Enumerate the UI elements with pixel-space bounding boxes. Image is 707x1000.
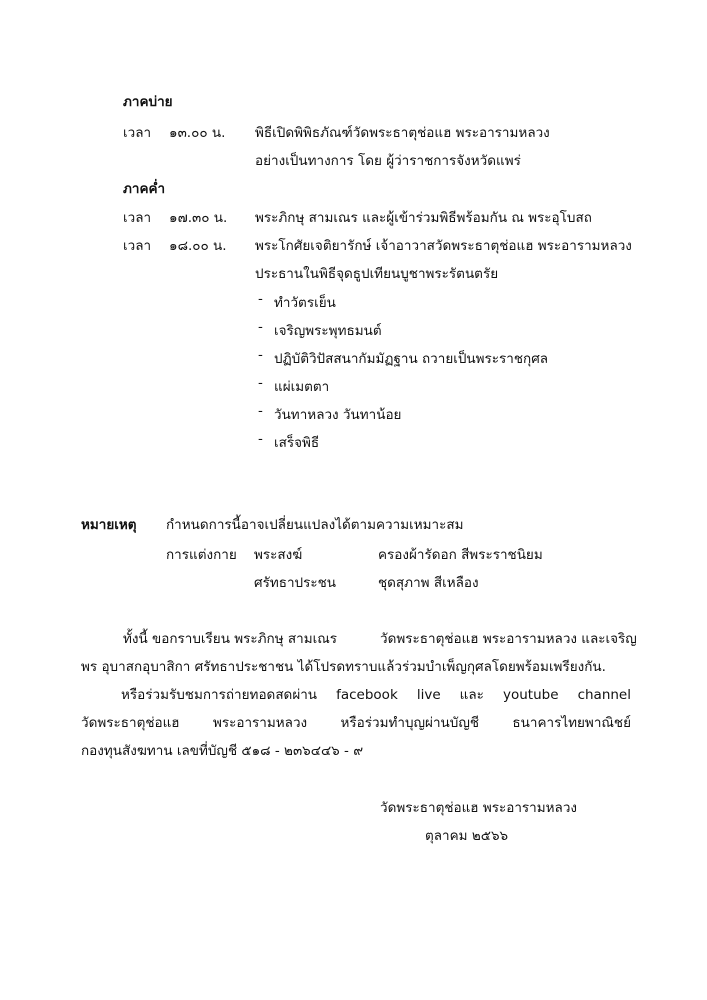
invite-line: วัดพระธาตุช่อแฮ พระอารามหลวง และเจริญ [380,631,637,647]
list-item: เจริญพระพุทธมนต์ [274,323,382,339]
invite-line: หรือร่วมรับชมการถ่ายทอดสดผ่าน facebook live และ youtube channel [121,687,631,703]
bullet-mark: - [258,347,263,363]
bullet-mark: - [258,319,263,335]
account-line: กองทุนสังฆทาน เลขที่บัญชี ๕๑๘ - ๒๓๖๔๔๖ - ๙ [81,743,364,759]
bullet-mark: - [258,291,263,307]
event-time: ๑๗.๓๐ น. [169,210,228,226]
event-label: เวลา [123,238,152,254]
invite-line: ทั้งนี้ ขอกราบเรียน พระภิกษุ สามเณร [123,631,337,647]
event-time: ๑๘.๐๐ น. [169,238,227,254]
event-label: เวลา [123,210,152,226]
event-desc-line: พิธีเปิดพิพิธภัณฑ์วัดพระธาตุช่อแฮ พระอารามหลวง [255,125,550,141]
event-desc-line: พระโกศัยเจติยารักษ์ เจ้าอาวาสวัดพระธาตุช่อแฮ พระอารามหลวง [255,238,632,254]
signature-org: วัดพระธาตุช่อแฮ พระอารามหลวง [380,800,578,816]
event-label: เวลา [123,125,152,141]
bullet-mark: - [258,375,263,391]
invite-line: วัดพระธาตุช่อแฮ พระอารามหลวง หรือร่วมทำบุญผ่านบัญชี ธนาคารไทยพาณิชย์ [81,715,631,731]
list-item: แผ่เมตตา [274,379,330,395]
dress-label: การแต่งกาย [166,547,237,563]
note-text: กำหนดการนี้อาจเปลี่ยนแปลงได้ตามความเหมาะสม [166,517,464,533]
evening-heading: ภาคค่ำ [123,181,166,197]
event-time: ๑๓.๐๐ น. [169,125,226,141]
dress-who: ศรัทธาประชน [254,575,337,591]
list-item: ทำวัตรเย็น [274,295,336,311]
event-desc-line: อย่างเป็นทางการ โดย ผู้ว่าราชการจังหวัดแพร่ [255,153,521,169]
event-desc-line: ประธานในพิธีจุดธูปเทียนบูชาพระรัตนตรัย [255,266,499,282]
bullet-mark: - [258,431,263,447]
bullet-mark: - [258,403,263,419]
afternoon-heading: ภาคบ่าย [123,94,173,110]
list-item: วันทาหลวง วันทาน้อย [274,407,402,423]
list-item: ปฏิบัติวิปัสสนากัมมัฏฐาน ถวายเป็นพระราชกุศล [274,351,549,367]
event-desc-line: พระภิกษุ สามเณร และผู้เข้าร่วมพิธีพร้อมกัน ณ พระอุโบสถ [255,210,592,226]
dress-attire: ครองผ้ารัดอก สีพระราชนิยม [378,547,543,563]
invite-line: พร อุบาสกอุบาสิกา ศรัทธาประชาชน ได้โปรดทราบแล้วร่วมบำเพ็ญกุศลโดยพร้อมเพรียงกัน. [81,659,606,675]
dress-who: พระสงฆ์ [254,547,303,563]
dress-attire: ชุดสุภาพ สีเหลือง [378,575,479,591]
list-item: เสร็จพิธี [274,435,320,451]
signature-date: ตุลาคม ๒๕๖๖ [425,828,509,844]
note-label: หมายเหตุ [81,517,137,533]
